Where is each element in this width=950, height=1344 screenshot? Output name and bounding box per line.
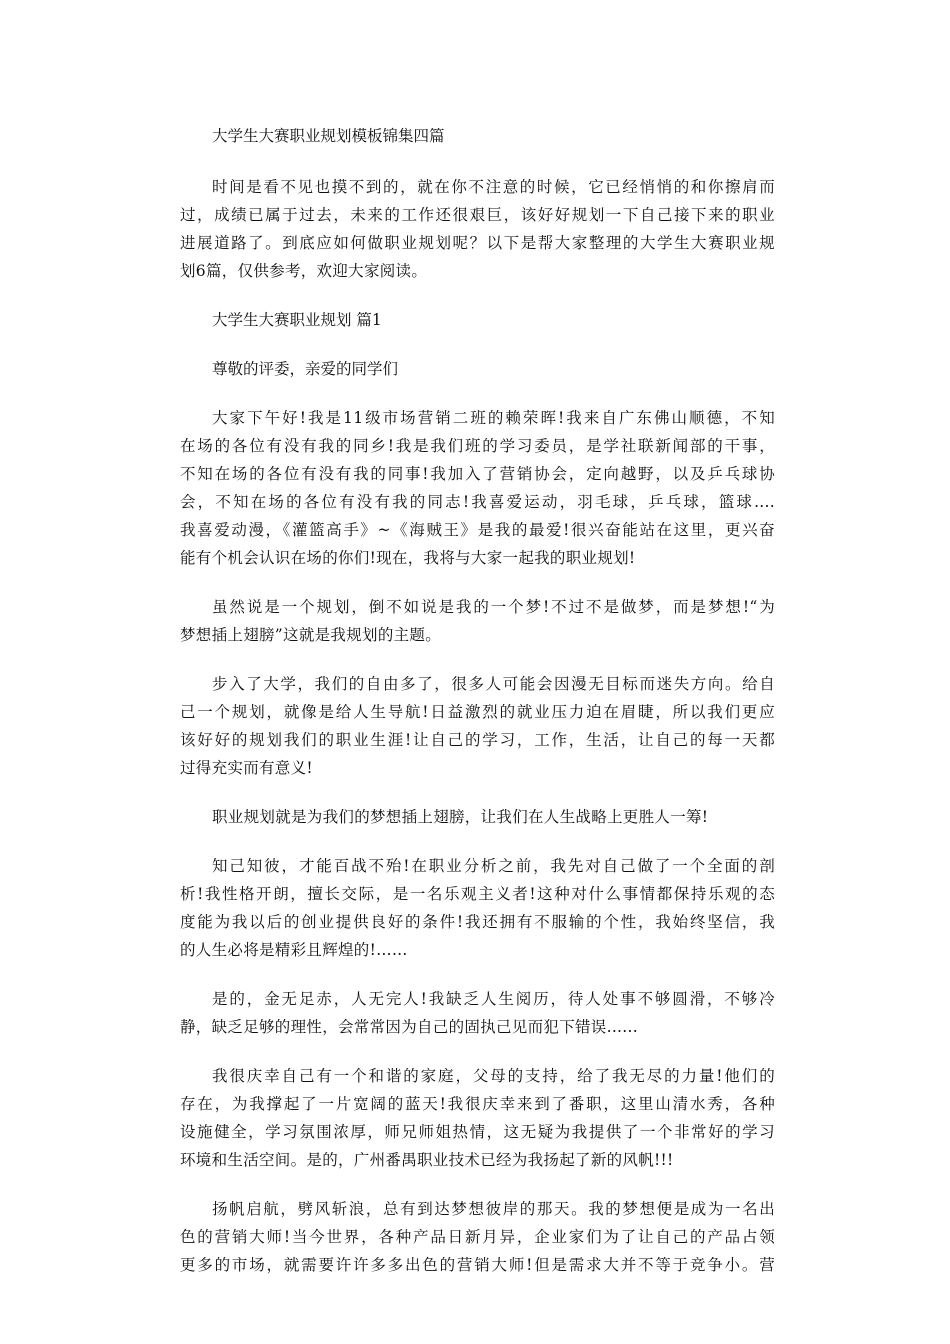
- paragraph-line: 梦想插上翅膀”这就是我规划的主题。: [180, 626, 442, 644]
- document-title: 大学生大赛职业规划模板锦集四篇: [212, 127, 445, 145]
- paragraph-1: [180, 404, 775, 572]
- paragraph-line: 能有个机会认识在场的你们!现在，我将与大家一起我的职业规划!: [180, 549, 636, 567]
- document-page: [180, 122, 775, 1279]
- paragraph-line: 职业规划就是为我们的梦想插上翅膀，让我们在人生战略上更胜人一筹!: [212, 808, 709, 826]
- paragraph-line: 在场的各位有没有我的同乡!我是我们班的学习委员，是学社联新闻部的干事，: [180, 437, 775, 455]
- paragraph-line: 更多的市场，就需要许许多多出色的营销大师!但是需求大并不等于竞争小。营: [180, 1256, 775, 1274]
- paragraph-3: [180, 670, 775, 782]
- paragraph-line: 我很庆幸自己有一个和谐的家庭，父母的支持，给了我无尽的力量!他们的: [212, 1067, 775, 1085]
- paragraph-line: 静，缺乏足够的理性，会常常因为自己的固执己见而犯下错误......: [180, 1018, 638, 1036]
- paragraph-line: 虽然说是一个规划，倒不如说是我的一个梦!不过不是做梦，而是梦想!“为: [212, 598, 775, 616]
- paragraph-line: 存在，为我撑起了一片宽阔的蓝天!我很庆幸来到了番职，这里山清水秀，各种: [180, 1095, 775, 1113]
- paragraph-5: [180, 852, 775, 964]
- paragraph-line: 会，不知在场的各位有没有我的同志!我喜爱运动，羽毛球，乒乓球，篮球....: [180, 493, 775, 511]
- paragraph-line: 度能为我以后的创业提供良好的条件!我还拥有不服输的个性，我始终坚信，我: [180, 913, 775, 931]
- paragraph-7: [180, 1062, 775, 1174]
- paragraph-6: [180, 985, 775, 1041]
- paragraph-line: 的人生必将是精彩且辉煌的!……: [180, 941, 408, 959]
- paragraph-line: 大家下午好!我是11级市场营销二班的赖荣晖!我来自广东佛山顺德，不知: [212, 409, 775, 427]
- paragraph-2: [180, 593, 775, 649]
- paragraph-4: [180, 803, 775, 831]
- paragraph-line: 不知在场的各位有没有我的同事!我加入了营销协会，定向越野，以及乒乓球协: [180, 465, 775, 483]
- greeting: 尊敬的评委，亲爱的同学们: [212, 360, 399, 378]
- paragraph-line: 色的营销大师!当今世界，各种产品日新月异，企业家们为了让自己的产品占领: [180, 1228, 775, 1246]
- paragraph-line: 我喜爱动漫，《灌篮高手》~《海贼王》是我的最爱!很兴奋能站在这里，更兴奋: [180, 521, 775, 539]
- paragraph-line: 进展道路了。到底应如何做职业规划呢？以下是帮大家整理的大学生大赛职业规: [180, 234, 775, 252]
- paragraph-line: 扬帆启航，劈风斩浪，总有到达梦想彼岸的那天。我的梦想便是成为一名出: [212, 1200, 775, 1218]
- paragraph-line: 环境和生活空间。是的，广州番禺职业技术已经为我扬起了新的风帆!!!: [180, 1151, 674, 1169]
- paragraph-line: 该好好的规划我们的职业生涯!让自己的学习，工作，生活，让自己的每一天都: [180, 731, 775, 749]
- paragraph-8: [180, 1195, 775, 1279]
- intro-paragraph: [180, 173, 775, 285]
- paragraph-line: 知己知彼，才能百战不殆!在职业分析之前，我先对自己做了一个全面的剖: [212, 857, 775, 875]
- paragraph-line: 析!我性格开朗，擅长交际，是一名乐观主义者!这种对什么事情都保持乐观的态: [180, 885, 775, 903]
- paragraph-line: 时间是看不见也摸不到的，就在你不注意的时候，它已经悄悄的和你擦肩而: [212, 178, 775, 196]
- paragraph-line: 过，成绩已属于过去，未来的工作还很艰巨，该好好规划一下自己接下来的职业: [180, 206, 775, 224]
- paragraph-line: 是的，金无足赤，人无完人!我缺乏人生阅历，待人处事不够圆滑，不够冷: [212, 990, 775, 1008]
- paragraph-line: 过得充实而有意义!: [180, 759, 313, 777]
- section-heading: 大学生大赛职业规划 篇1: [212, 311, 382, 329]
- paragraph-line: 己一个规划，就像是给人生导航!日益激烈的就业压力迫在眉睫，所以我们更应: [180, 703, 775, 721]
- paragraph-line: 步入了大学，我们的自由多了，很多人可能会因漫无目标而迷失方向。给自: [212, 675, 775, 693]
- paragraph-line: 设施健全，学习氛围浓厚，师兄师姐热情，这无疑为我提供了一个非常好的学习: [180, 1123, 775, 1141]
- paragraph-line: 划6篇，仅供参考，欢迎大家阅读。: [180, 262, 428, 280]
